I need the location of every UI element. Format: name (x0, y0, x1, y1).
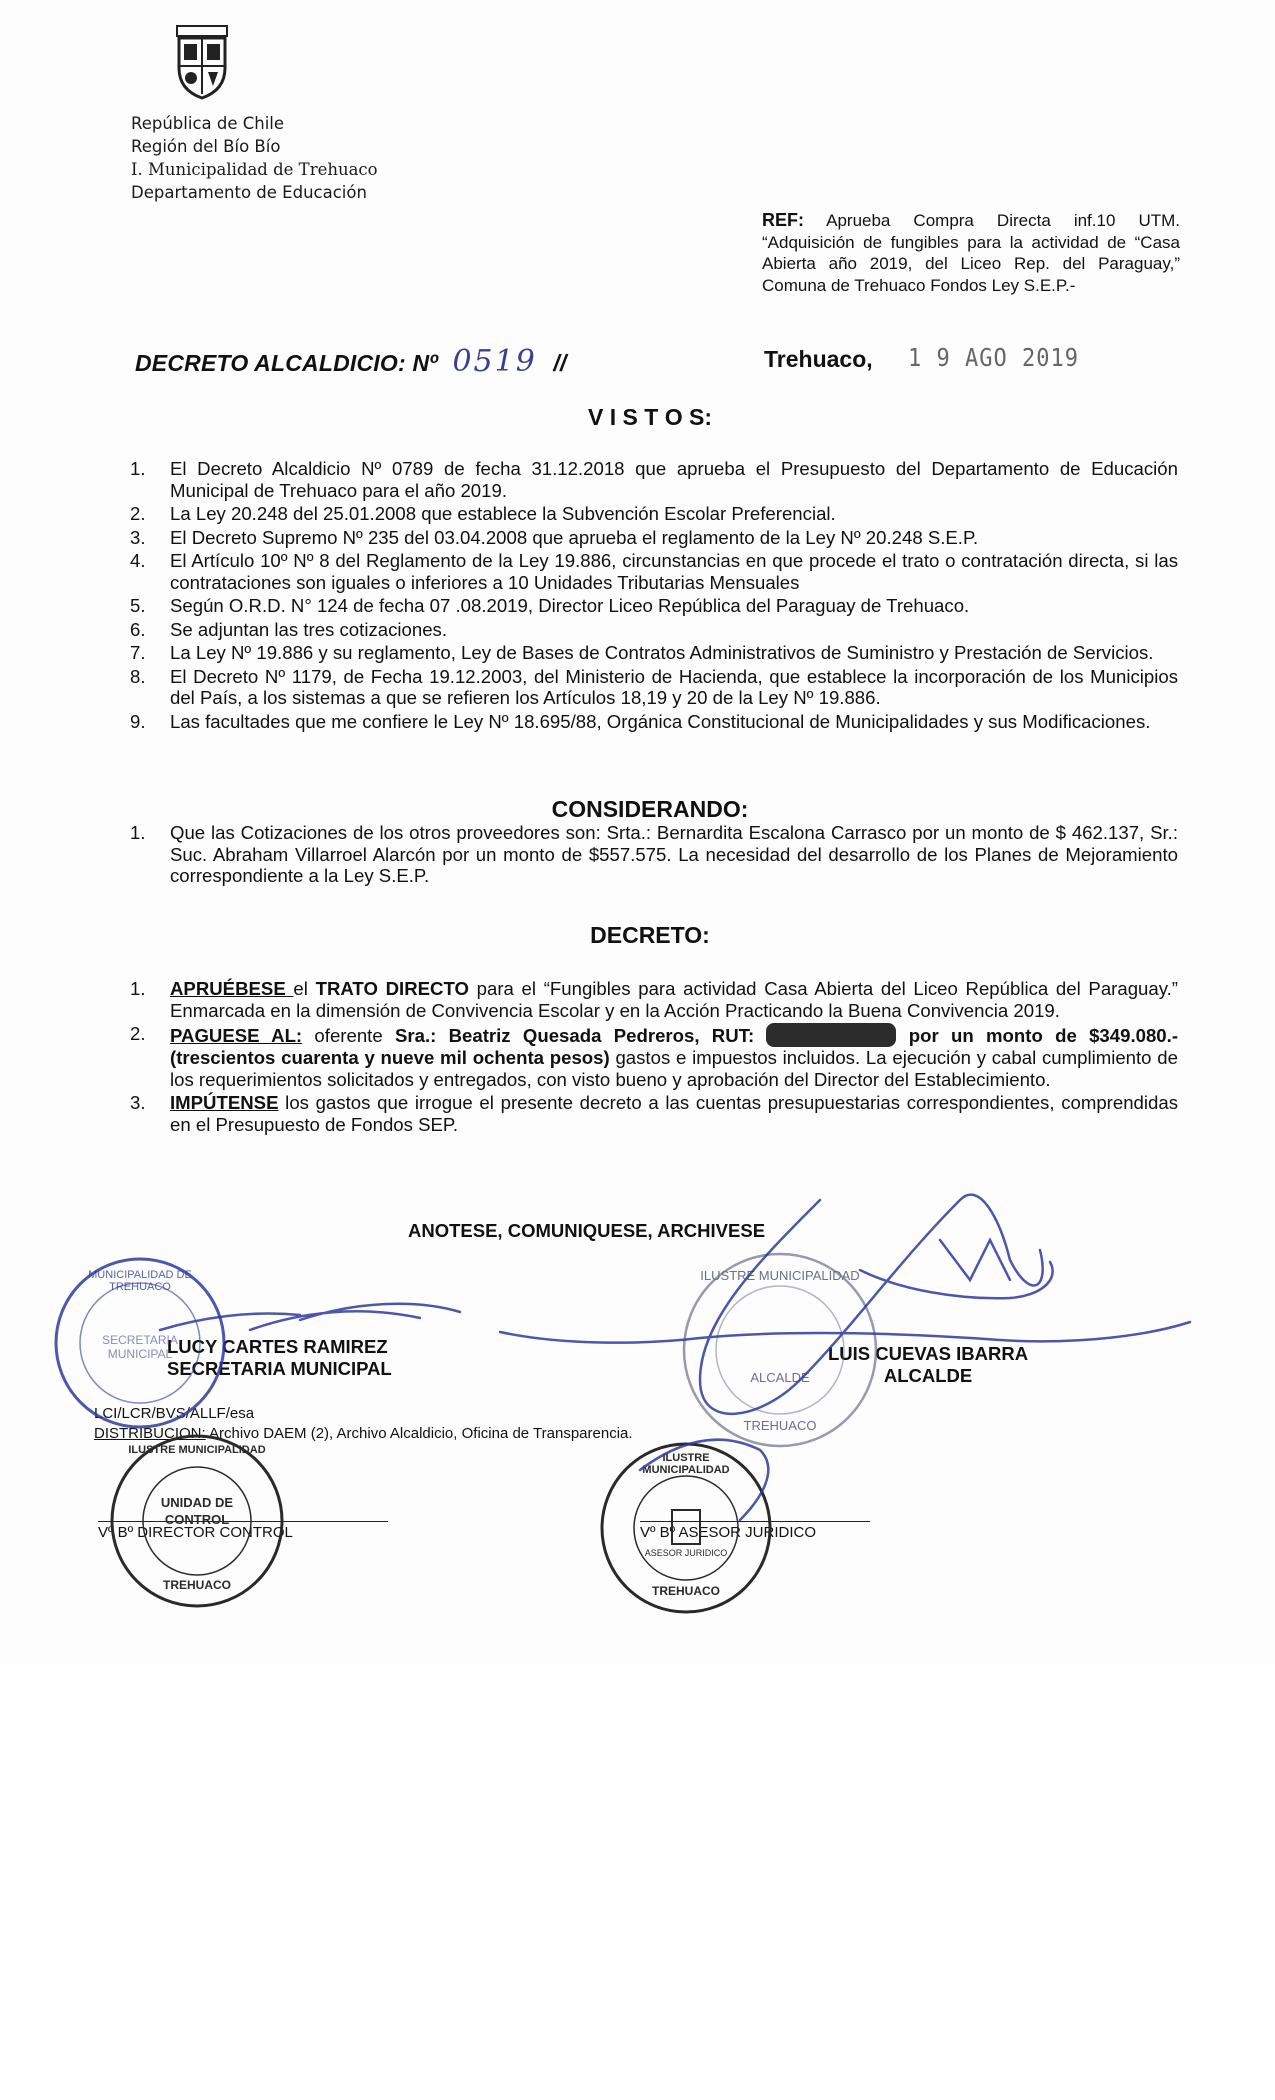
decreto-title: DECRETO: (590, 922, 710, 948)
mayor-title: ALCALDE (883, 1365, 973, 1386)
stamp-center-text: SECRETARIA MUNICIPAL (102, 1333, 178, 1361)
secretary-name: LUCY CARTES RAMIREZ (167, 1336, 388, 1357)
decree-title: DECRETO ALCALDICIO: Nº (135, 350, 438, 376)
list-item: 9. Las facultades que me confiere le Ley Nº 18.695/88, Orgánica Constitucional de Municipalidades y sus Modificaciones. (130, 710, 1151, 732)
vb-control: Vº Bº DIRECTOR CONTROL (98, 1521, 388, 1541)
reference-block (762, 210, 1180, 296)
list-item: 2. La Ley 20.248 del 25.01.2008 que establece la Subvención Escolar Preferencial. (130, 503, 836, 524)
vistos-item-text: La Ley 20.248 del 25.01.2008 que establece la Subvención Escolar Preferencial. (170, 503, 836, 524)
vistos-list (130, 458, 1178, 734)
vistos-item-text: Según O.R.D. N° 124 de fecha 07 .08.2019, Director Liceo República del Paraguay de Trehuaco. (170, 595, 970, 616)
item2-bold-a: Sra.: Beatriz Quesada Pedreros, RUT: (394, 1025, 755, 1046)
letterhead-line: República de Chile (131, 114, 285, 133)
item3-text: los gastos que irrogue el presente decreto a las cuentas presupuestarias correspondientes, comprendidas en el Presupuesto de Fondos SEP. (170, 1092, 1178, 1135)
list-item: 7. La Ley Nº 19.886 y su reglamento, Ley de Bases de Contratos Administrativos de Suministro y Prestación de Servicios. (130, 642, 1154, 663)
alcalde-stamp (680, 1250, 880, 1450)
stamp-ring-text: ILUSTRE MUNICIPALIDAD (700, 1268, 860, 1283)
juridico-stamp (598, 1440, 774, 1616)
stamp-bottom-text: TREHUACO (163, 1578, 231, 1592)
date-stamp: 1 9 AGO 2019 (908, 344, 1079, 373)
stamp-bottom-text: TREHUACO (743, 1418, 817, 1433)
stamp-ring-text: ILUSTRE MUNICIPALIDAD (642, 1452, 730, 1476)
pay-keyword: PAGUESE AL: (170, 1025, 303, 1046)
vistos-item-text: El Artículo 10º Nº 8 del Reglamento de la Ley 19.886, circunstancias en que procede el trato o contratación directa, si las contrataciones son iguales o inferiores a 10 Unidades Tributarias Mensuales (170, 550, 1178, 593)
closing-line: ANOTESE, COMUNIQUESE, ARCHIVESE (408, 1220, 766, 1241)
list-item: 1. APRUÉBESE el TRATO DIRECTO para el “Fungibles para actividad Casa Abierta del Liceo República del Paraguay.” Enmarcada en la dimensión de Convivencia Escolar y en la Acción Practicando la Buena Convivencia 2019. (130, 978, 1179, 1021)
list-item: 4. El Artículo 10º Nº 8 del Reglamento de la Ley 19.886, circunstancias en que procede el trato o contratación directa, si las contrataciones son iguales o inferiores a 10 Unidades Tributarias Mensuales (130, 550, 1178, 593)
decreto-list (130, 978, 1178, 1137)
stamp-center-text: ALCALDE (750, 1370, 810, 1385)
item2-bold-b: por un monto de $349.080.- (trescientos cuarenta y nueve mil ochenta pesos) (170, 1025, 1179, 1068)
vistos-item-text: Se adjuntan las tres cotizaciones. (170, 618, 447, 640)
considerando-list (130, 822, 1178, 889)
list-item: 5. Según O.R.D. N° 124 de fecha 07 .08.2019, Director Liceo República del Paraguay de Trehuaco. (130, 595, 970, 616)
list-item: 6. Se adjuntan las tres cotizaciones. (130, 618, 447, 640)
considerando-title: CONSIDERANDO: (551, 796, 749, 822)
vistos-title: V I S T O S: (588, 404, 712, 430)
secretaria-stamp (52, 1255, 228, 1431)
impute-keyword: IMPÚTENSE (170, 1092, 279, 1113)
list-item: 1. El Decreto Alcaldicio Nº 0789 de fecha 31.12.2018 que aprueba el Presupuesto del Departamento de Educación Municipal de Trehuaco para el año 2019. (130, 458, 1178, 501)
decree-number-handwritten: 0519 (452, 344, 537, 379)
item1-bold: TRATO DIRECTO (315, 978, 469, 999)
coat-of-arms-icon (171, 24, 233, 100)
item2-text-a: oferente (302, 1025, 395, 1046)
vistos-item-text: El Decreto Nº 1179, de Fecha 19.12.2003, del Ministerio de Hacienda, que establece la incorporación de los Municipios del País, a los sistemas a que se refieren los Artículos 18,19 y 20 de la Ley Nº 19.886. (170, 665, 1178, 708)
ref-text: Aprueba Compra Directa inf.10 UTM. “Adquisición de fungibles para la actividad de “Casa Abierta año 2019, del Liceo Rep. del Paraguay,” Comuna de Trehuaco Fondos Ley S.E.P.- (762, 211, 1180, 295)
letterhead (131, 112, 378, 204)
item1-text-a: el (293, 978, 316, 999)
list-item: 3. El Decreto Supremo Nº 235 del 03.04.2008 que aprueba el reglamento de la Ley Nº 20.248 S.E.P. (130, 526, 979, 548)
mayor-name: LUIS CUEVAS IBARRA (828, 1343, 1029, 1364)
stamp-bottom-text: TREHUACO (652, 1584, 720, 1598)
vistos-item-text: El Decreto Alcaldicio Nº 0789 de fecha 31.12.2018 que aprueba el Presupuesto del Departamento de Educación Municipal de Trehuaco para el año 2019. (170, 458, 1178, 501)
ref-label: REF: (762, 210, 804, 230)
approve-keyword: APRUÉBESE (170, 978, 294, 999)
letterhead-line: I. Municipalidad de Trehuaco (131, 160, 378, 179)
stamp-ring-text: MUNICIPALIDAD DE TREHUACO (88, 1269, 192, 1293)
stamp-ring-text: ILUSTRE MUNICIPALIDAD (128, 1444, 266, 1456)
vistos-item-text: El Decreto Supremo Nº 235 del 03.04.2008 que aprueba el reglamento de la Ley Nº 20.248 S.E.P. (170, 526, 979, 548)
list-item: 2. PAGUESE AL: oferente Sra.: Beatriz Quesada Pedreros, RUT: por un monto de $349.080.- (trescientos cuarenta y nueve mil ochenta pesos) gastos e impuestos incluidos. La ejecución y cabal cumplimiento de los requerimientos solicitados y entregados, con visto bueno y aprobación del Director del Establecimiento. (130, 1023, 1179, 1090)
item1-text-b: para el “Fungibles para actividad Casa Abierta del Liceo República del Paraguay.” Enmarcada en la dimensión de Convivencia Escolar y en la Acción Practicando la Buena Convivencia 2019. (170, 978, 1179, 1021)
letterhead-line: Región del Bío Bío (131, 137, 281, 156)
distribution-label: DISTRIBUCION: (94, 1425, 206, 1442)
stamp-center-text: ASESOR JURIDICO (644, 1548, 728, 1558)
list-item: 8. El Decreto Nº 1179, de Fecha 19.12.2003, del Ministerio de Hacienda, que establece la incorporación de los Municipios del País, a los sistemas a que se refieren los Artículos 18,19 y 20 de la Ley Nº 19.886. (130, 665, 1178, 708)
secretary-title: SECRETARIA MUNICIPAL (167, 1358, 392, 1379)
stamp-center-text: UNIDAD DE CONTROL (160, 1495, 234, 1527)
list-item: 3. IMPÚTENSE los gastos que irrogue el presente decreto a las cuentas presupuestarias correspondientes, comprendidas en el Presupuesto de Fondos SEP. (130, 1092, 1178, 1135)
list-item: 1. Que las Cotizaciones de los otros proveedores son: Srta.: Bernardita Escalona Carrasco por un monto de $ 462.137, Sr.: Suc. Abraham Villarroel Alarcón por un monto de $557.575. La necesidad del desarrollo de los Planes de Mejoramiento correspondiente a la Ley S.E.P. (130, 822, 1178, 886)
decree-place: Trehuaco, (764, 346, 873, 372)
decree-suffix: // (553, 350, 567, 376)
vistos-item-text: Las facultades que me confiere le Ley Nº 18.695/88, Orgánica Constitucional de Municipalidades y sus Modificaciones. (170, 710, 1151, 732)
control-stamp (108, 1432, 286, 1610)
considerando-item-text: Que las Cotizaciones de los otros proveedores son: Srta.: Bernardita Escalona Carrasco por un monto de $ 462.137, Sr.: Suc. Abraham Villarroel Alarcón por un monto de $557.575. La necesidad del desarrollo de los Planes de Mejoramiento correspondiente a la Ley S.E.P. (170, 822, 1178, 886)
vistos-item-text: La Ley Nº 19.886 y su reglamento, Ley de Bases de Contratos Administrativos de Suministro y Prestación de Servicios. (170, 642, 1154, 663)
letterhead-line: Departamento de Educación (131, 183, 367, 202)
initials-line: LCI/LCR/BVS/ALLF/esa (94, 1405, 255, 1422)
mayor-signature-flourish (860, 1240, 1053, 1298)
redacted-rut (766, 1023, 896, 1047)
item2-text-b: gastos e impuestos incluidos. La ejecución y cabal cumplimiento de los requerimientos solicitados y entregados, con visto bueno y aprobación del Director del Establecimiento. (170, 1047, 1178, 1090)
distribution-text: Archivo DAEM (2), Archivo Alcaldicio, Oficina de Transparencia. (205, 1425, 633, 1442)
vb-juridico: Vº Bº ASESOR JURIDICO (640, 1521, 870, 1541)
decree-number-line (135, 344, 567, 379)
